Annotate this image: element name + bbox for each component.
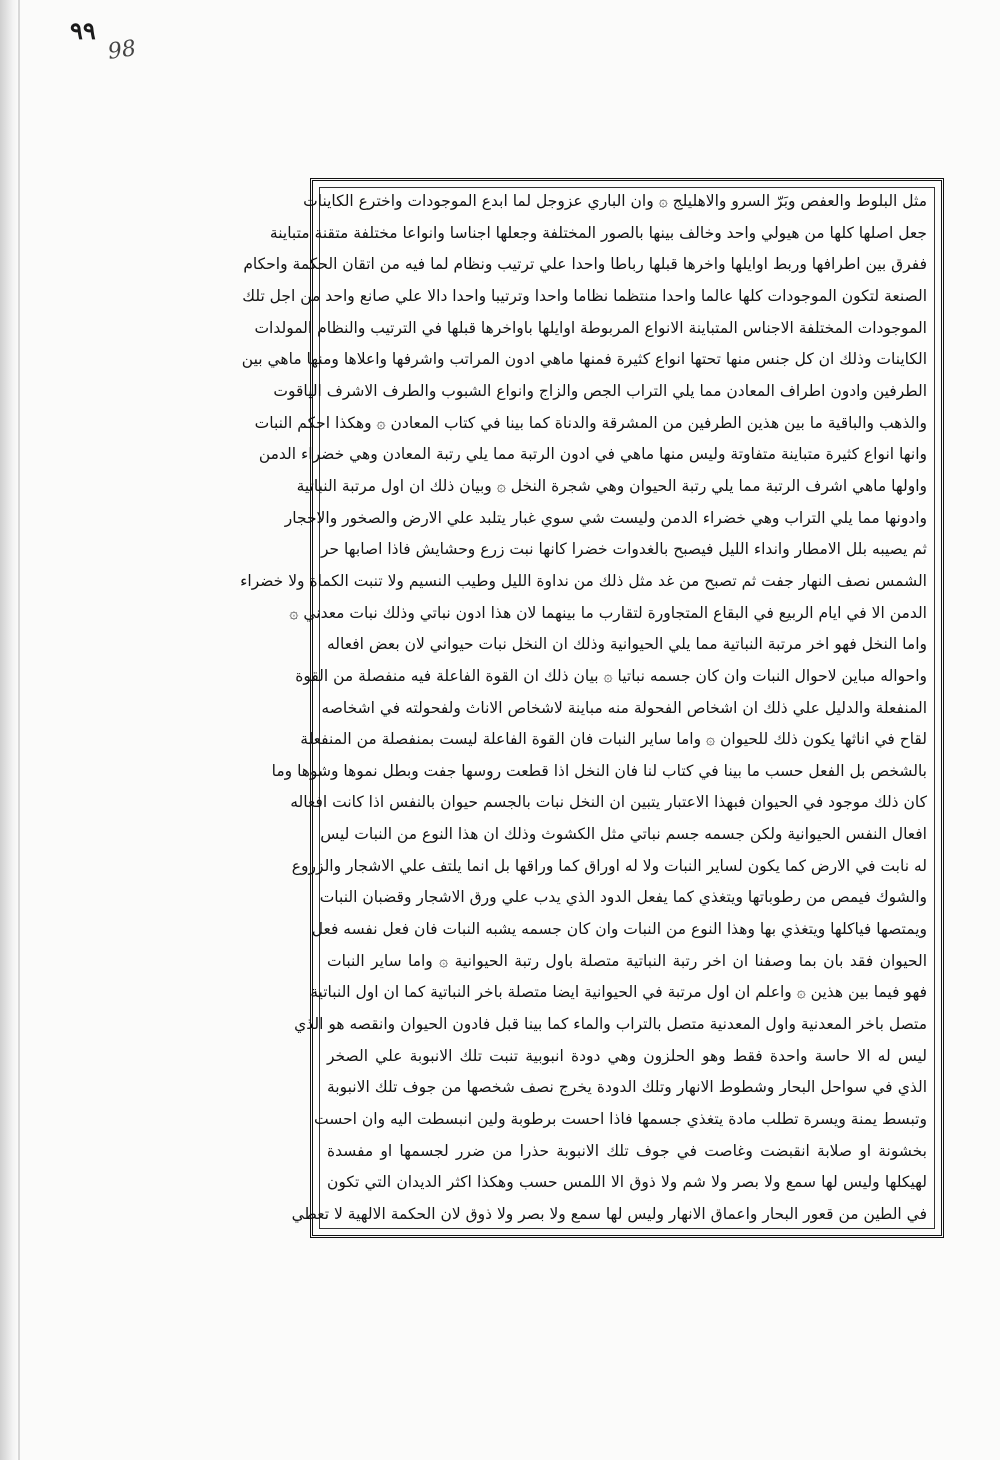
text-line: الموجودات المختلفة الاجناس المتباينة الانواع المربوطة اوايلها باواخرها قبلها في الترتيب والنظام المولدات — [254, 318, 927, 337]
text-line: وادونها مما يلي التراب وهي خضراء الدمن وليست شي سوي غبار يتلبد علي الارض والصخور والاحجار — [284, 508, 927, 527]
text-line: وتبسط يمنة ويسرة تطلب مادة يتغذي جسمها فاذا احست برطوبة ولين انبسطت اليه وان احست — [314, 1110, 927, 1129]
text-line: ويمتصها فياكلها ويتغذي بها وهذا النوع من النبات وان كان جسمه يشبه النبات فان فعل نفسه فعل — [311, 920, 927, 939]
text-line: الحيوان فقد بان بما وصفنا ان اخر رتبة النباتية متصلة باول رتبة الحيوانية ۞ واما ساير النبات — [327, 951, 927, 970]
text-line: واما النخل فهو اخر مرتبة النباتية مما يلي الحيوانية وذلك ان النخل نبات حيواني لان بعض افعاله — [327, 635, 927, 654]
text-line: والشوك فيمص من رطوباتها ويتغذي كما يفعل الدود الذي يدب علي ورق الاشجار وقضبان النبات — [319, 888, 927, 907]
text-line: فهو فيما بين هذين ۞ واعلم ان اول مرتبة في الحيوانية ايضا متصلة باخر النباتية كما ان اول النباتية — [310, 983, 927, 1002]
text-line: ثم يصيبه بلل الامطار وانداء الليل فيصبح بالغدوات خضرا كانها نبت زرع وحشايش فاذا اصابها حر — [320, 540, 927, 559]
text-line: الذي في سواحل البحار وشطوط الانهار وتلك الدودة يخرج نصف شخصها من جوف تلك الانبوبة — [327, 1078, 927, 1097]
text-line: لقاح في اناثها يكون ذلك للحيوان ۞ واما ساير النبات فان القوة الفاعلة ليست بمنفصلة من المنفعلة — [300, 730, 927, 749]
text-line: لهيكلها وليس لها سمع ولا بصر ولا شم ولا ذوق الا اللمس حسب وهكذا اكثر الديدان التي تكون — [327, 1173, 927, 1192]
folio-alt-number: 98 — [106, 36, 138, 65]
text-line: الكاينات وذلك ان كل جنس منها تحتها انواع كثيرة فمنها ماهي ادون المراتب واشرفها واعلاها ومنها ماهي بين — [241, 350, 927, 369]
text-line: واولها ماهي اشرف الرتبة مما يلي رتبة الحيوان وهي شجرة النخل ۞ وبيان ذلك ان اول مرتبة النباتية — [296, 476, 927, 495]
text-line: افعال النفس الحيوانية ولكن جسمه جسم نباتي مثل الكشوث وذلك ان هذا النوع من النبات ليس — [320, 825, 927, 844]
text-line: له نابت في الارض كما يكون لساير النبات ولا له اوراق كما وراقها بل انما يلتف علي الاشجار والزروع — [291, 856, 927, 875]
folio-number: ٩٩ — [70, 16, 96, 45]
text-line: وانها انواع كثيرة متباينة متفاوتة وليس منها ماهي في ادون الرتبة مما يلي رتبة المعادن وهي خضراء الدمن — [258, 445, 927, 464]
text-line: ففرق بين اطرافها وربط اوايلها واخرها قبلها رباطا واحدا علي ترتيب ونظام لما فيه من اتقان الحكمة واحكام — [243, 255, 927, 274]
text-line: بالشخص بل الفعل حسب ما بينا في كتاب لنا فان النخل اذا قطعت روسها جفت وبطل نموها وشوها وما — [271, 761, 927, 780]
text-line: متصل باخر المعدنية واول المعدنية متصل بالتراب والماء كما بينا قبل فادون الحيوان وانقصه هو الذي — [294, 1015, 927, 1034]
text-line: جعل اصلها كلها من هيولي واحد وخالف بينها بالصور المختلفة وجعلها اجناسا وانواعا مختلفة متقنة متباينة — [269, 223, 927, 242]
text-line: والذهب والباقية ما بين هذين الطرفين من المشرقة والدناة كما بينا في كتاب المعادن ۞ وهكذا احكم النبات — [254, 413, 927, 432]
spine-line — [18, 0, 20, 1460]
text-line: بخشونة او صلابة انقبضت وغاصت في جوف تلك الانبوبة حذرا من ضرر لجسمها او مفسدة — [327, 1141, 927, 1160]
text-line: مثل البلوط والعفص وبَرّ السرو والاهليلج ۞ وان الباري عزوجل لما ابدع الموجودات واخترع الكاينات — [303, 192, 927, 210]
text-line: واحواله مباين لاحوال النبات وان كان جسمه نباتيا ۞ بيان ذلك ان القوة الفاعلة فيه منفصلة من القوة — [295, 666, 927, 685]
manuscript-text-block — [240, 191, 927, 1225]
text-line: الصنعة لتكون الموجودات كلها عالما واحدا منتظما نظاما واحدا وترتيبا واحدا دالا علي صانع واحد من اجل تلك — [242, 286, 927, 305]
page-gutter-shadow — [0, 0, 18, 1460]
text-line: الدمن الا في ايام الربيع في البقاع المتجاورة لتقارب ما بينهما لان هذا ادون نباتي وذلك نبات معدني ۞ — [289, 603, 927, 622]
text-line: في الطين من قعور البحار واعماق الانهار وليس لها سمع ولا بصر ولا ذوق لان الحكمة الالهية لا تعطي — [291, 1205, 927, 1223]
text-line: الشمس نصف النهار جفت ثم تصبح من غد مثل ذلك من نداوة الليل وطيب النسيم ولا تنبت الكماة ولا خضراء — [240, 571, 927, 590]
text-line: الطرفين وادون اطراف المعادن مما يلي التراب الجص والزاج وانواع الشبوب والطرف الاشرف الياقوت — [273, 381, 927, 400]
text-line: كان ذلك موجود في الحيوان فبهذا الاعتبار يتبين ان النخل نبات بالجسم حيوان بالنفس اذا كانت افعاله — [290, 793, 927, 812]
text-line: ليس له الا حاسة واحدة فقط وهو الحلزون وهي دودة انبوبية تنبت تلك الانبوبة علي الصخر — [327, 1046, 927, 1065]
text-frame — [240, 178, 944, 1238]
text-line: المنفعلة والدليل علي ذلك ان اشخاص الفحولة منه مباينة لاشخاص الاناث ولفحولته في اشخاصه — [321, 698, 927, 717]
